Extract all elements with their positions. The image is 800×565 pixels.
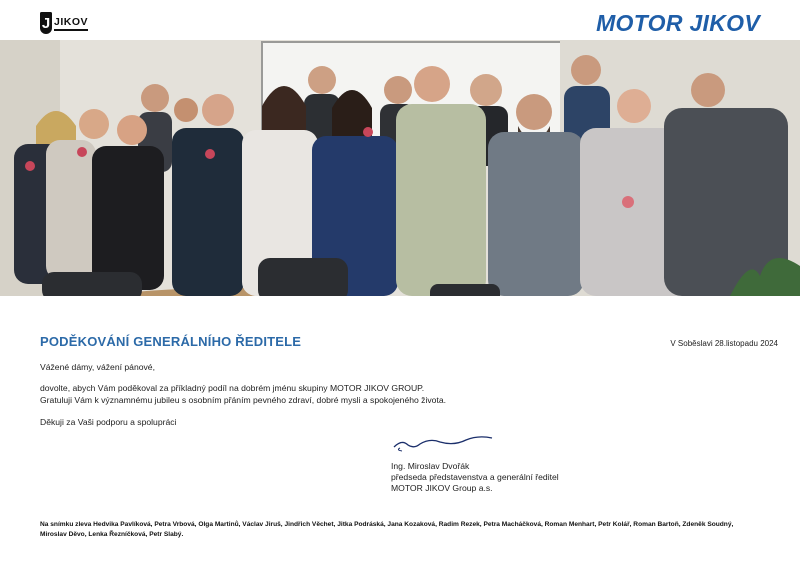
greeting: Vážené dámy, vážení pánové, (40, 362, 155, 372)
thanks-line: Děkuji za Vaši podporu a spolupráci (40, 417, 177, 427)
handwritten-signature (392, 436, 496, 452)
jikov-emblem-icon: J (40, 12, 52, 34)
place-date: V Soběslavi 28.listopadu 2024 (670, 339, 778, 348)
group-photo-illustration (0, 40, 800, 296)
paragraph-line-2: Gratuluji Vám k významnému jubileu s osobním přáním pevného zdraví, dobré mysli a spokojeného života. (40, 395, 447, 405)
jikov-logo (40, 12, 88, 34)
paragraph-line-1: dovolte, abych Vám poděkoval za příkladný podíl na dobrém jménu skupiny MOTOR JIKOV GROUP. (40, 383, 425, 393)
signer-role: předseda představenstva a generální ředitel (391, 472, 559, 482)
motor-jikov-logo: MOTOR JIKOV (596, 10, 760, 36)
signer-company: MOTOR JIKOV Group a.s. (391, 483, 493, 493)
jikov-wordmark: JIKOV (54, 16, 88, 31)
signer-name: Ing. Miroslav Dvořák (391, 461, 470, 471)
group-photo (0, 40, 800, 296)
photo-caption: Na snímku zleva Hedvika Pavlíková, Petra Vrbová, Olga Martinů, Václav Jiruš, Jindřich Věchet, Jitka Podráská, Jana Kozaková, Radim Rezek, Petra Macháčková, Roman Menhart, Petr Kolář, Roman Bartoň, Zdeněk Soudný, Miroslav Děvo, Lenka Řezníčková, Petr Slabý. (40, 521, 734, 538)
letter-heading: PODĚKOVÁNÍ GENERÁLNÍHO ŘEDITELE (40, 334, 302, 349)
